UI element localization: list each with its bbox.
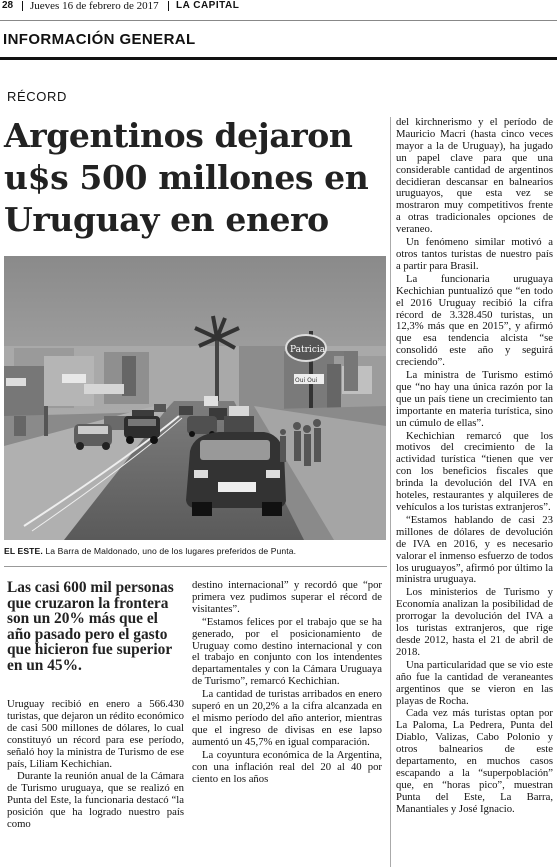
masthead	[0, 0, 557, 12]
body-paragraph: Cada vez más turistas optan por La Paloma, La Pedrera, Punta del Diablo, Valizas, Cabo Polonio y otros balnearios de este departamento, en muchos casos escapando a la “superpoblación” que, en “horas pico”, muestran Punta del Este, La Barra, Manantiales y José Ignacio.	[396, 707, 553, 815]
issue-date: Jueves 16 de febrero de 2017	[30, 0, 159, 12]
article-photo	[4, 256, 386, 540]
body-paragraph: La cantidad de turistas arribados en enero superó en un 20,2% a la cifra alcanzada en el mismo período del año anterior, mientras que el ingreso de divisas en ese lapso aumentó un 45,7% en igual comparación.	[192, 688, 382, 748]
caption-lead: EL ESTE.	[4, 546, 43, 556]
masthead-divider	[168, 1, 169, 11]
body-column-c	[396, 117, 553, 817]
body-paragraph: “Estamos hablando de casi 23 millones de dólares de devolución de IVA en 2016, y es necesario valorar el inmenso esfuerzo de todos los uruguayos”, afirmó por último la ministra uruguaya.	[396, 513, 553, 586]
body-column-b	[192, 580, 382, 786]
shop-sign-text: Patricia	[290, 345, 326, 355]
article-kicker: RÉCORD	[7, 89, 67, 104]
section-title: INFORMACIÓN GENERAL	[3, 31, 196, 48]
body-paragraph: La funcionaria uruguaya Kechichian puntualizó que “en todo el 2016 Uruguay recibió la cifra récord de 3.328.450 turistas, un 12,3% más que en 2015”, y afirmó que esa tendencia alcista “se consolidó este año y seguirá creciendo”.	[396, 272, 553, 369]
caption-text: La Barra de Maldonado, uno de los lugares preferidos de Punta.	[45, 546, 297, 556]
body-paragraph: Los ministerios de Turismo y Economía analizan la posibilidad de prorrogar la devolución del IVA a los turistas extranjeros, que rige desde 2012, hasta el 21 de abril de 2018.	[396, 586, 553, 658]
body-paragraph: Durante la reunión anual de la Cámara de Turismo uruguaya, que se realizó en Punta del Este, la funcionaria destacó “la posición que ha logrado nuestro país como	[7, 770, 184, 831]
body-paragraph: Kechichian remarcó que los motivos del crecimiento de la actividad turística “tienen que ver con los beneficios fiscales que brinda la devolución del IVA en hoteles, restaurantes y alquileres de vehículos a los turistas extranjeros”.	[396, 429, 553, 513]
body-paragraph: “Estamos felices por el trabajo que se ha generado, por el posicionamiento de Uruguay como destino internacional y con el trabajo en conjunto con los intendentes departamentales y con la Cámara Uruguaya de Turismo”, remarcó Kechichian.	[192, 615, 382, 688]
column-divider	[390, 117, 391, 867]
section-header	[0, 20, 557, 60]
masthead-divider	[22, 1, 23, 11]
body-paragraph: Una particularidad que se vio este año fue la cantidad de veraneantes argentinos que se vieron en las playas de Rocha.	[396, 658, 553, 707]
article-lead: Las casi 600 mil personas que cruzaron la frontera son un 20% más que el año pasado pero el gasto que hicieron fue superior en un 45%.	[7, 579, 174, 674]
body-paragraph: Un fenómeno similar motivó a otros tantos turistas de nuestro país a partir para Brasil.	[396, 236, 553, 272]
body-paragraph: destino internacional” y recordó que “por primera vez pudimos superar el récord de visitantes”.	[192, 579, 382, 615]
newspaper-name: LA CAPITAL	[176, 0, 240, 11]
body-paragraph: Uruguay recibió en enero a 566.430 turistas, que dejaron un rédito económico de casi 500 millones de dólares, lo cual constituyó un récord para ese período, señaló hoy la ministra de Turismo de ese país, Liliam Kechichian.	[7, 698, 184, 770]
body-paragraph: del kirchnerismo y el período de Mauricio Macri (hasta cinco veces mayor a la de Uruguay), ha jugado un papel clave para que una considerable cantidad de argentinos decidieran descansar en balnearios uruguayos, que esta vez se mostraron muy competitivos frente a otras tradicionales opciones de veraneo.	[396, 116, 553, 236]
shop-sign-text: Oui Oui	[295, 377, 318, 384]
body-column-a	[7, 699, 184, 832]
photo-caption	[4, 546, 384, 556]
article-headline: Argentinos dejaron u$s 500 millones en Uruguay en enero	[4, 116, 369, 239]
page-number: 28	[2, 0, 14, 11]
body-paragraph: La ministra de Turismo estimó que “no hay una única razón por la que un país tiene un crecimiento tan importante en materia turística, sino un cúmulo de ellas”.	[396, 369, 553, 429]
body-paragraph: La coyuntura económica de la Argentina, con una inflación real del 20 al 40 por ciento en los años	[192, 748, 382, 785]
street-scene-illustration	[4, 256, 386, 540]
caption-divider	[4, 566, 387, 567]
